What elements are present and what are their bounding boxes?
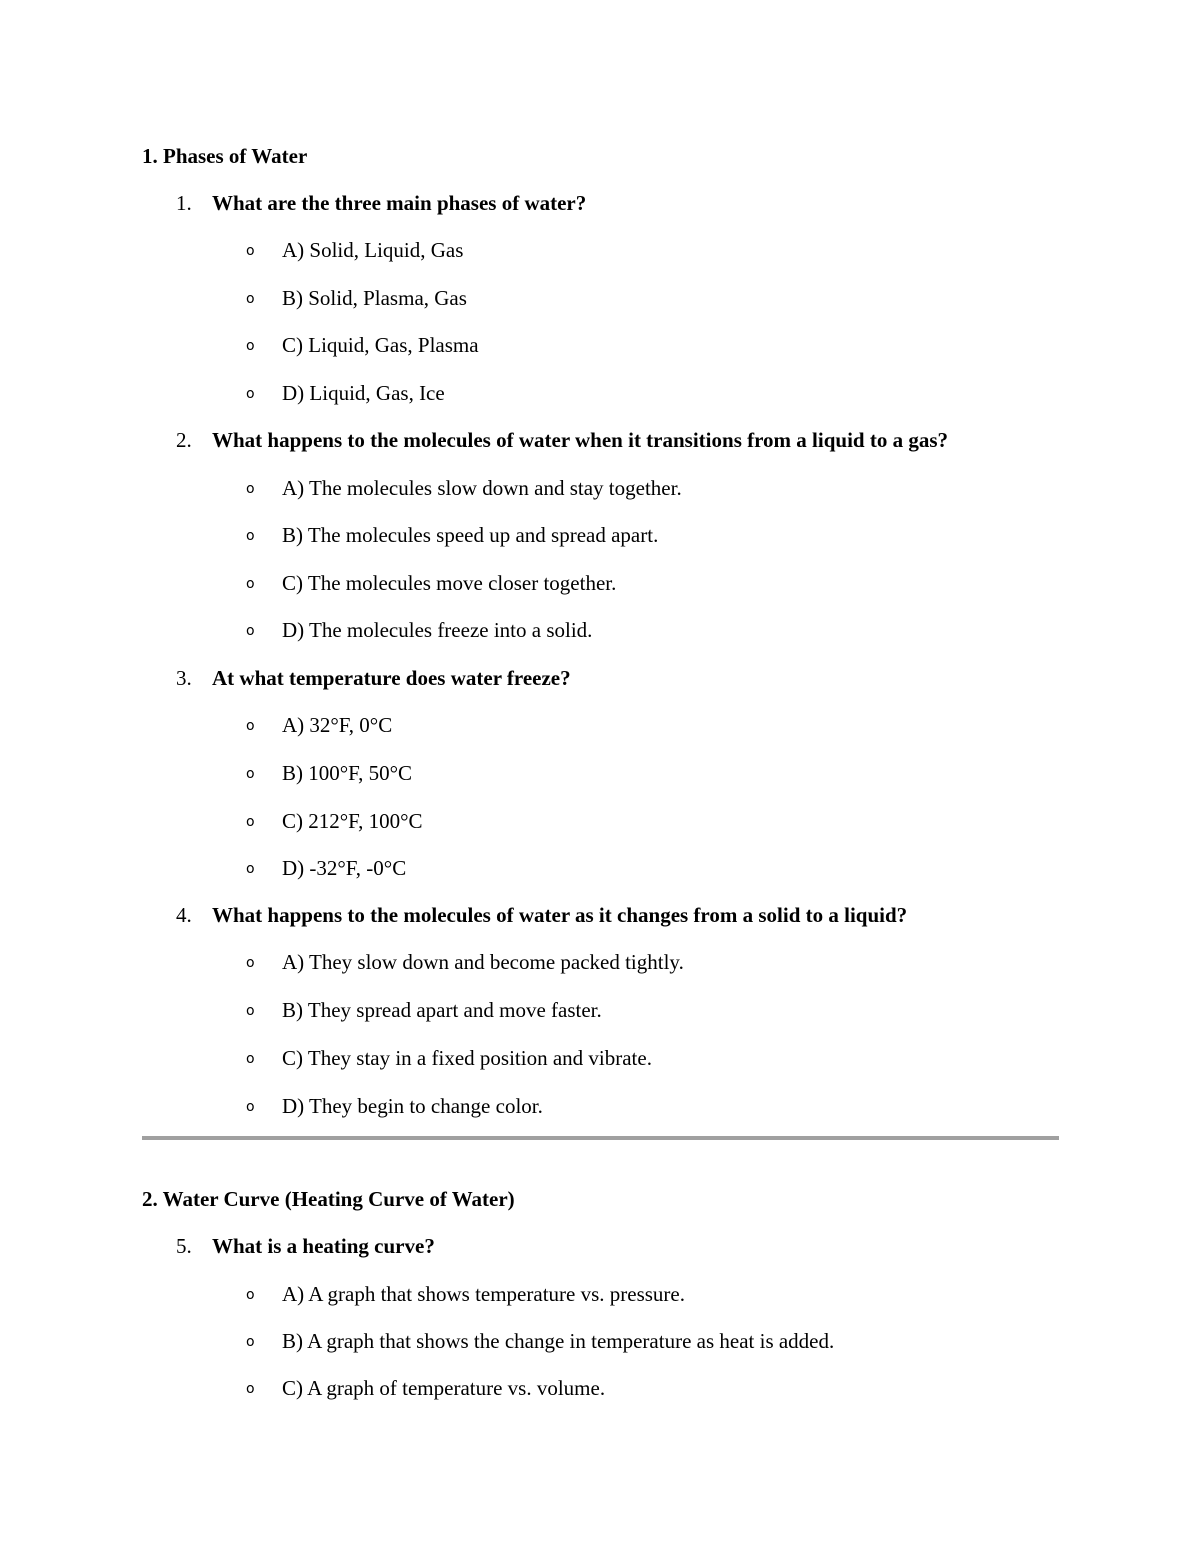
bullet-icon: o — [246, 1099, 255, 1115]
bullet-icon: o — [246, 1381, 255, 1397]
option-text: A) They slow down and become packed tightly. — [282, 950, 684, 974]
option-text: A) The molecules slow down and stay together. — [282, 476, 682, 500]
question-text: What happens to the molecules of water when it transitions from a liquid to a gas? — [212, 428, 948, 452]
question-number: 3. — [176, 666, 192, 690]
option-text: D) They begin to change color. — [282, 1094, 543, 1118]
option-text: B) They spread apart and move faster. — [282, 998, 602, 1022]
bullet-icon: o — [246, 766, 255, 782]
bullet-icon: o — [246, 243, 255, 259]
section-heading-phases-of-water: 1. Phases of Water — [142, 144, 308, 168]
option-text: A) Solid, Liquid, Gas — [282, 238, 464, 262]
bullet-icon: o — [246, 481, 255, 497]
option-text: B) 100°F, 50°C — [282, 761, 413, 785]
option-text: D) The molecules freeze into a solid. — [282, 618, 593, 642]
question-number: 1. — [176, 191, 192, 215]
question-text: What are the three main phases of water? — [212, 191, 587, 215]
option-text: D) -32°F, -0°C — [282, 856, 407, 880]
section-heading-water-curve: 2. Water Curve (Heating Curve of Water) — [142, 1187, 515, 1211]
option-text: B) A graph that shows the change in temperature as heat is added. — [282, 1329, 835, 1353]
option-text: C) They stay in a fixed position and vibrate. — [282, 1046, 652, 1070]
question-text: What happens to the molecules of water as it changes from a solid to a liquid? — [212, 903, 908, 927]
bullet-icon: o — [246, 1051, 255, 1067]
bullet-icon: o — [246, 1334, 255, 1350]
bullet-icon: o — [246, 623, 255, 639]
question-number: 5. — [176, 1234, 192, 1258]
question-number: 2. — [176, 428, 192, 452]
option-text: C) The molecules move closer together. — [282, 571, 617, 595]
bullet-icon: o — [246, 1003, 255, 1019]
bullet-icon: o — [246, 528, 255, 544]
bullet-icon: o — [246, 1287, 255, 1303]
option-text: B) Solid, Plasma, Gas — [282, 286, 467, 310]
bullet-icon: o — [246, 291, 255, 307]
horizontal-divider — [142, 1136, 1059, 1140]
question-text: At what temperature does water freeze? — [212, 666, 571, 690]
bullet-icon: o — [246, 955, 255, 971]
option-text: C) A graph of temperature vs. volume. — [282, 1376, 606, 1400]
option-text: A) A graph that shows temperature vs. pressure. — [282, 1282, 685, 1306]
bullet-icon: o — [246, 386, 255, 402]
option-text: C) 212°F, 100°C — [282, 809, 423, 833]
bullet-icon: o — [246, 718, 255, 734]
bullet-icon: o — [246, 576, 255, 592]
bullet-icon: o — [246, 338, 255, 354]
question-text: What is a heating curve? — [212, 1234, 435, 1258]
question-number: 4. — [176, 903, 192, 927]
bullet-icon: o — [246, 814, 255, 830]
option-text: A) 32°F, 0°C — [282, 713, 393, 737]
option-text: B) The molecules speed up and spread apart. — [282, 523, 659, 547]
option-text: C) Liquid, Gas, Plasma — [282, 333, 479, 357]
option-text: D) Liquid, Gas, Ice — [282, 381, 445, 405]
bullet-icon: o — [246, 861, 255, 877]
